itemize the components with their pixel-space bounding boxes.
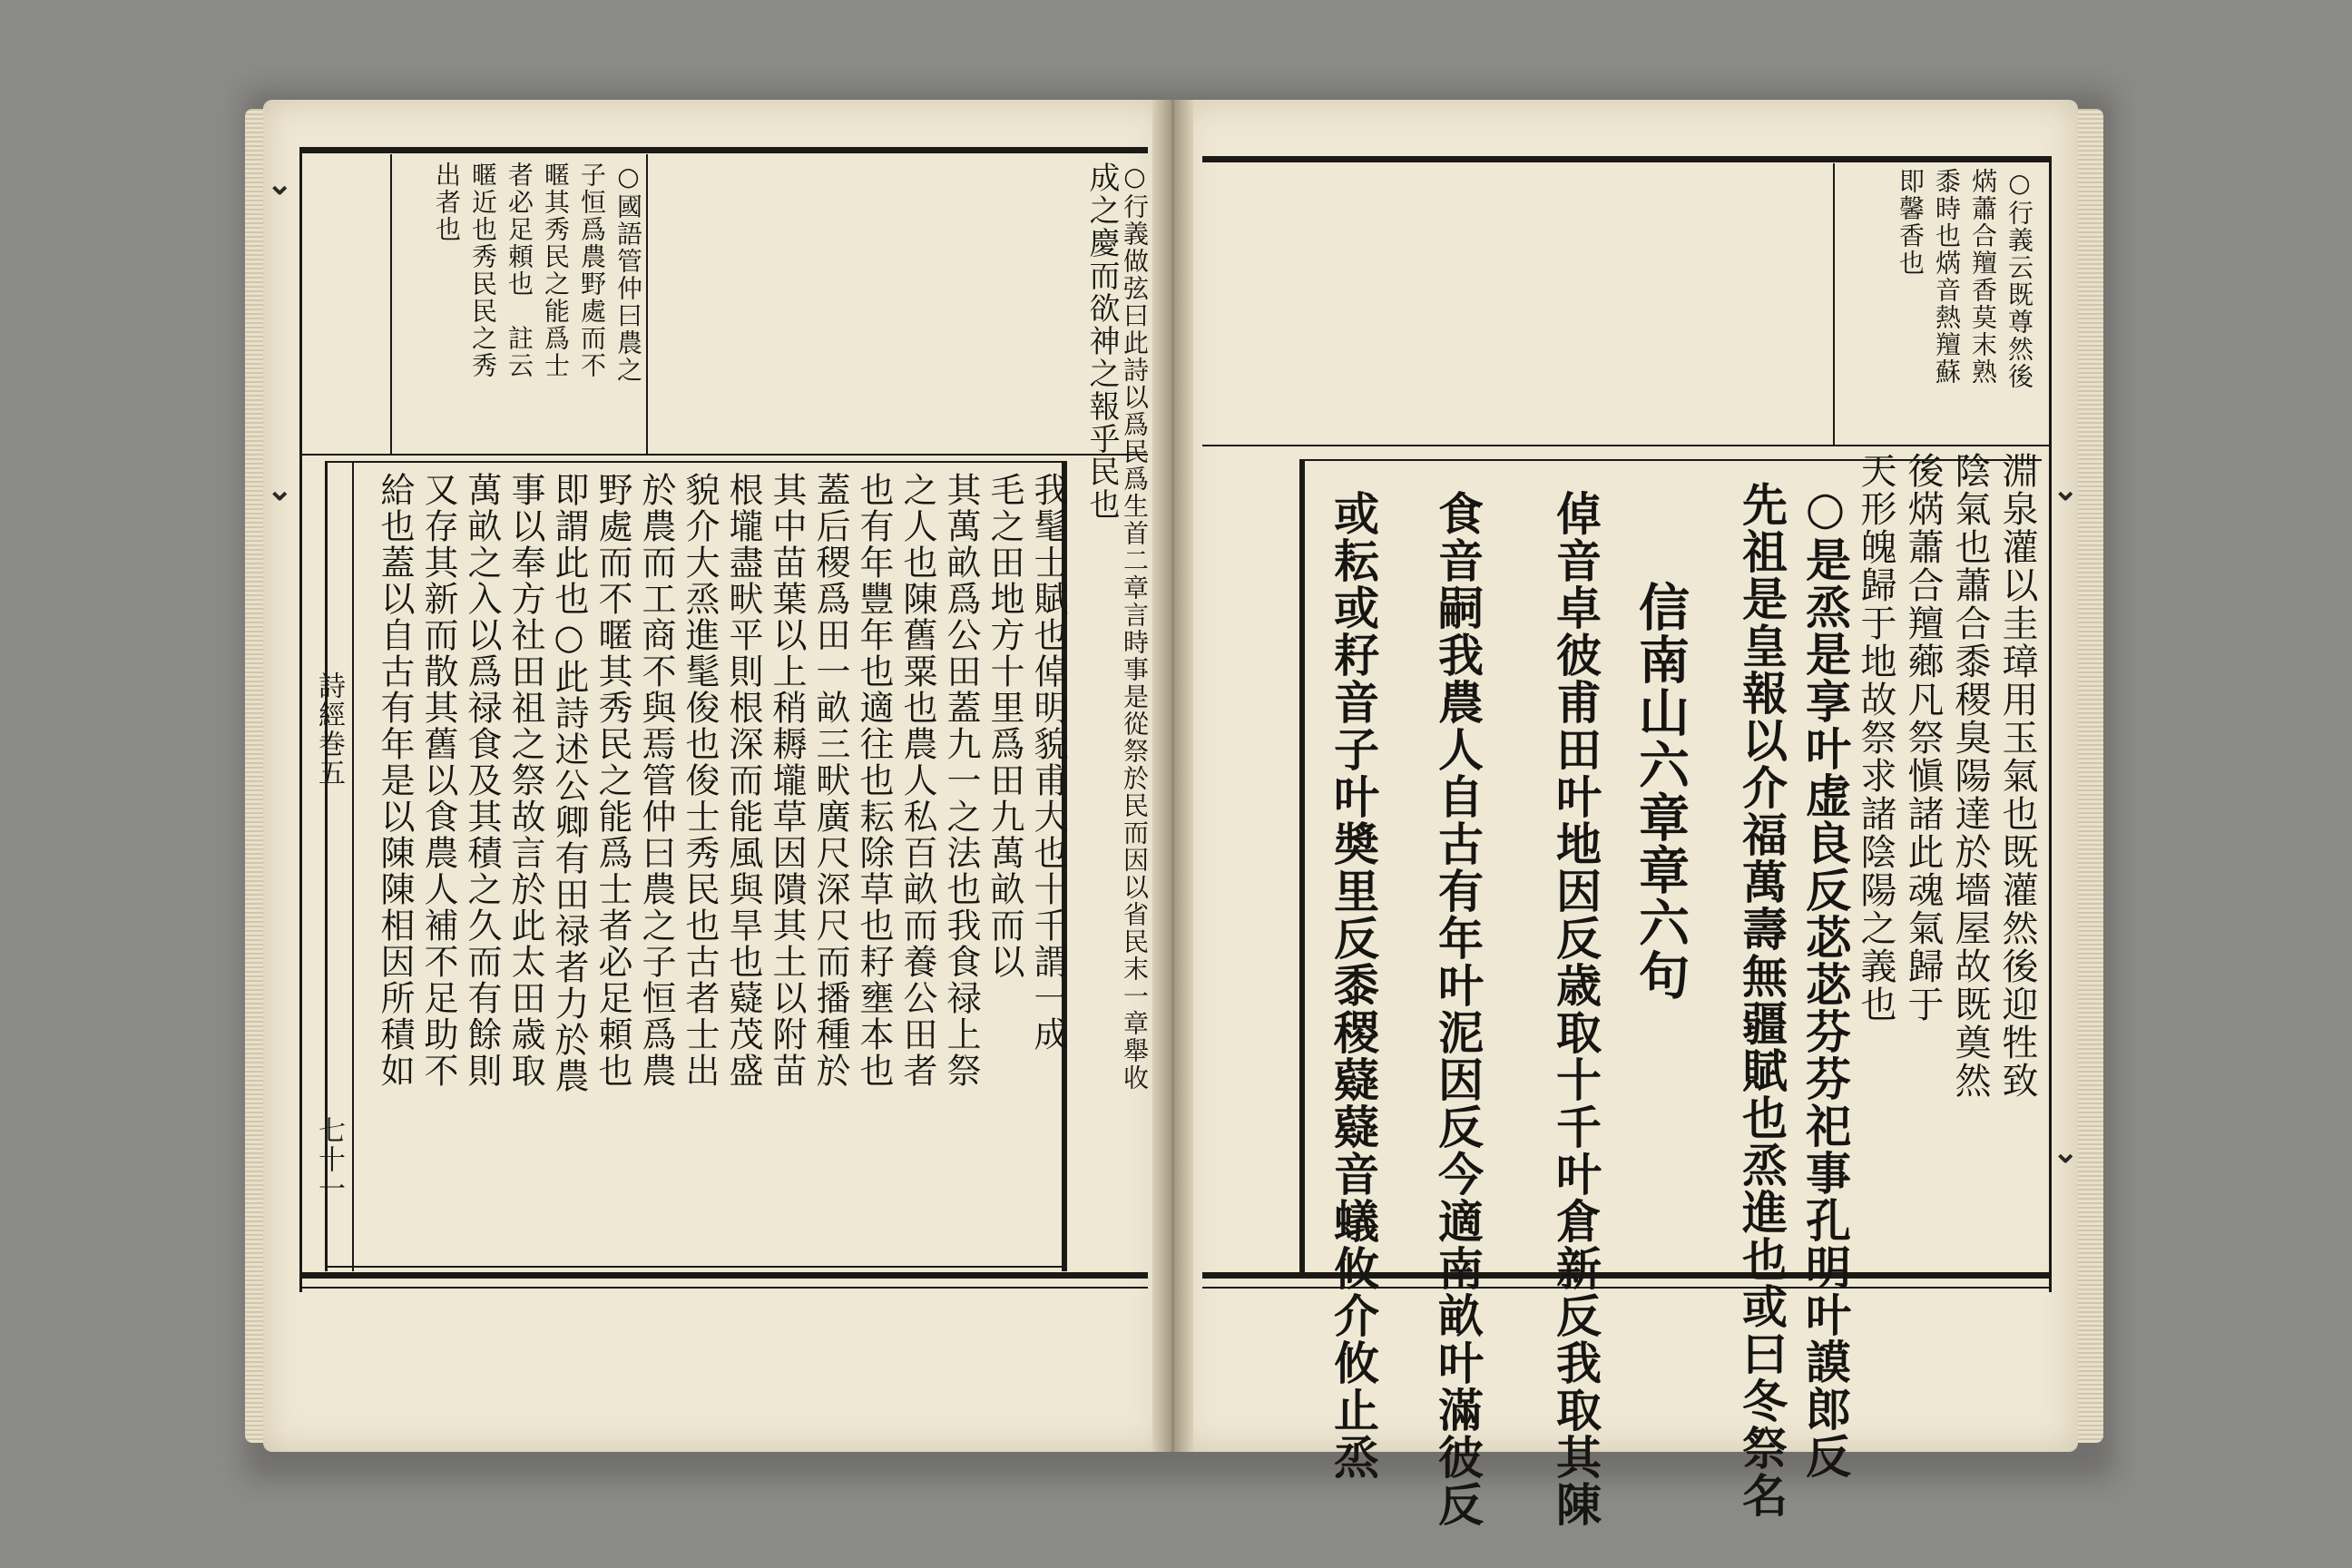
main-text-column: 萬畝之入以爲禄食及其積之久而有餘則 <box>462 472 502 1089</box>
right-upper-divider <box>1202 445 2051 446</box>
main-text-column: 其中苗葉以上稍耨壠草因隤其土以附苗 <box>767 472 807 1089</box>
left-box-bottom <box>325 1266 1067 1268</box>
main-text-column: 之人也陳舊粟也農人私百畝而養公田者 <box>897 472 937 1089</box>
commentary-line: 子恒爲農野處而不 <box>577 162 607 379</box>
left-outer-line <box>299 147 302 1292</box>
main-text-column: ○是烝是享叶虚良反苾苾芬芬祀事孔明叶謨郎反 <box>1798 481 1852 1480</box>
main-text-column: 根壠盡畎平則根深而能風與旱也薿茂盛 <box>723 472 763 1089</box>
commentary-line: 即馨香也 <box>1896 168 1926 277</box>
edge-mark: ⌄ <box>267 472 293 508</box>
upper-text-column: 天形魄歸于地故祭求諸陰陽之義也 <box>1855 452 1896 1024</box>
book-gutter <box>1152 100 1193 1452</box>
left-bottom-rule-2 <box>299 1287 1148 1289</box>
main-text-column: 於農而工商不與焉管仲曰農之子恒爲農 <box>636 472 676 1089</box>
commentary-line: ○國語管仲曰農之 <box>613 162 643 384</box>
commentary-line: 焫蕭合羶香莫末熟 <box>1968 168 1998 386</box>
preface-line: 成之慶而欲神之報乎民也 <box>1083 162 1120 521</box>
main-text-column: 其萬畝爲公田蓋九一之法也我食禄上祭 <box>941 472 981 1089</box>
commentary-line: 暱其秀民之能爲士 <box>541 162 571 379</box>
main-text-column: 倬音卓彼甫田叶地因反歳取十千叶倉新反我取其陳 <box>1549 490 1602 1528</box>
left-page-edges <box>245 109 265 1443</box>
right-page-edges <box>2076 109 2103 1443</box>
main-text-column: 又存其新而散其舊以食農人補不足助不 <box>418 472 458 1089</box>
main-text-column: 給也蓋以自古有年是以陳陳相因所積如 <box>375 472 415 1089</box>
left-bottom-rule <box>299 1272 1148 1279</box>
left-upper-divider <box>299 454 1148 456</box>
preface-line: ○行義做弦曰此詩以爲民爲生首二章言時事是從祭於民而因以省民末一章舉收 <box>1120 162 1150 1092</box>
left-margin-line <box>352 461 354 1271</box>
commentary-line: 出者也 <box>432 162 462 243</box>
main-text-column: 貌介大烝進髦俊也俊士秀民也古者士出 <box>680 472 720 1089</box>
main-text-column: 也有年豐年也適往也耘除草也耔壅本也 <box>854 472 894 1089</box>
left-commentary-frame-l <box>390 154 392 454</box>
folio-number: 七十一 <box>313 1116 345 1203</box>
left-commentary-frame-r <box>646 154 648 454</box>
main-text-column: 野處而不暱其秀民之能爲士者必足頼也 <box>593 472 632 1089</box>
right-commentary-frame <box>1833 163 1835 445</box>
main-text-column: 即謂此也○此詩述公卿有田禄者力於農 <box>549 472 589 1094</box>
main-text-column: 我髦士賦也倬明貌甫大也十千謂一成 <box>1028 472 1068 1053</box>
left-box-top <box>325 461 1067 463</box>
edge-mark: ⌄ <box>2053 472 2079 508</box>
commentary-line: 黍時也焫音熱羶蘇 <box>1932 168 1962 386</box>
right-top-rule <box>1202 156 2051 162</box>
main-text-column: 先祖是皇報以介福萬壽無疆賦也烝進也或曰冬祭名 <box>1735 481 1788 1519</box>
right-box-left <box>1299 459 1305 1276</box>
upper-text-column: 陰氣也蕭合黍稷臭陽達於墻屋故既奠然 <box>1949 452 1991 1100</box>
chapter-heading: 信南山六章章六句 <box>1631 581 1690 1002</box>
commentary-line: 暱近也秀民民之秀 <box>468 162 498 379</box>
edge-mark: ⌄ <box>2053 1134 2079 1171</box>
margin-title: 詩經巻五 <box>313 671 345 788</box>
upper-text-column: 後焫蕭合羶薌凡祭愼諸此魂氣歸于 <box>1902 452 1944 1024</box>
main-text-column: 食音嗣我農人自古有年叶泥因反今適南畝叶滿彼反 <box>1431 490 1485 1528</box>
main-text-column: 或耘或耔音子叶奬里反黍稷薿薿音蟻攸介攸止烝 <box>1327 490 1380 1481</box>
edge-mark: ⌄ <box>267 166 293 202</box>
main-text-column: 事以奉方社田祖之祭故言於此太田歳取 <box>505 472 545 1089</box>
main-text-column: 毛之田地方十里爲田九萬畝而以 <box>985 472 1024 980</box>
left-top-rule <box>299 147 1148 153</box>
commentary-line: ○行義云既尊然後 <box>2004 168 2034 390</box>
upper-text-column: 淵泉灌以圭璋用玉氣也既灌然後迎牲致 <box>1996 452 2038 1100</box>
main-text-column: 蓋后稷爲田一畝三畎廣尺深尺而播種於 <box>810 472 850 1089</box>
right-outer-line <box>2049 156 2052 1292</box>
commentary-line: 者必足頼也 註云 <box>505 162 534 379</box>
